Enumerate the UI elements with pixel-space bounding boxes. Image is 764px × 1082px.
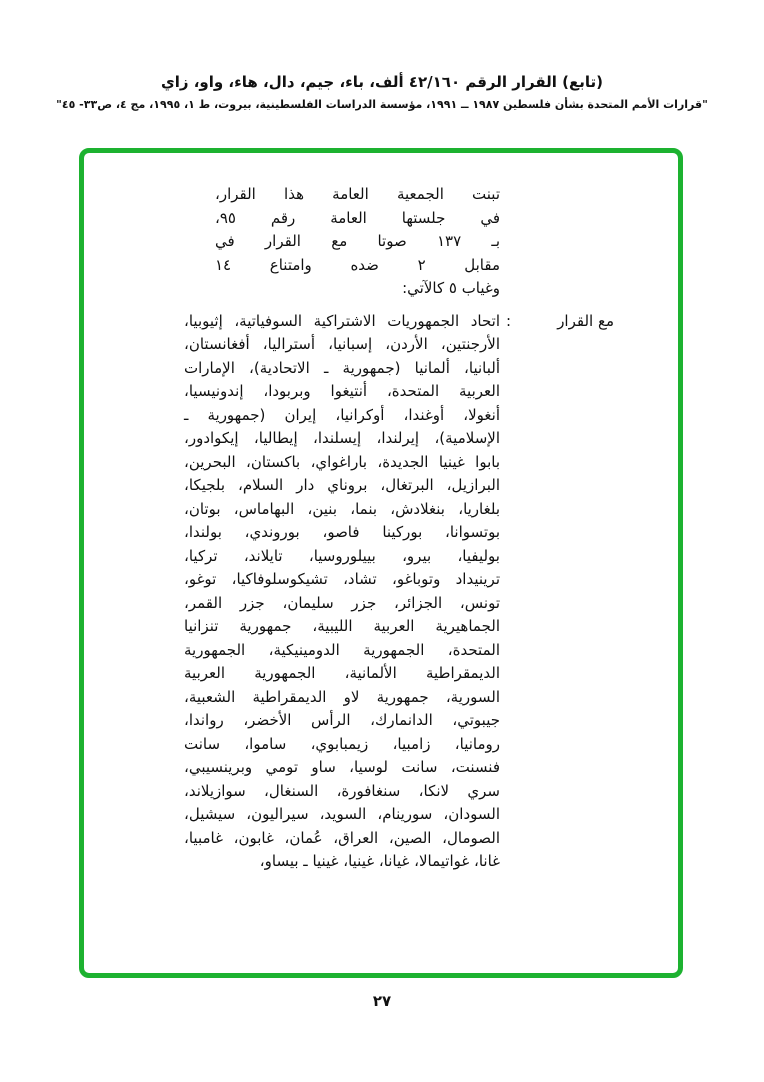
vote-label-text: مع القرار	[557, 311, 614, 330]
text-line: بوتسوانا، بوركينا فاصو، بوروندي، بولندا،	[184, 523, 500, 541]
text-line: بابوا غينيا الجديدة، باراغواي، باكستان، البحرين،	[184, 452, 500, 471]
vote-label-colon: :	[506, 311, 512, 330]
text-line: الديمقراطية الألمانية، الجمهورية العربية	[184, 664, 500, 682]
text-line: مقابل ٢ ضده وامتناع ١٤	[215, 255, 500, 274]
text-line: المتحدة، الجمهورية الدومينيكية، الجمهورية	[184, 640, 500, 659]
source-citation: "قرارات الأمم المتحدة بشأن فلسطين ١٩٨٧ ــ ١٩٩١، مؤسسة الدراسات الفلسطينية، بيروت، ط ١، ١٩٩٥، مج ٤، ص٣٣- ٤٥"	[56, 98, 708, 111]
text-line: البرازيل، البرتغال، بروناي دار السلام، بلجيكا،	[184, 476, 500, 494]
vote-label	[504, 310, 614, 874]
vote-row	[84, 310, 678, 874]
text-line: أنغولا، أوغندا، أوكرانيا، إيران (جمهورية ـ	[184, 405, 500, 424]
resolution-title: (تابع) القرار الرقم ٤٢/١٦٠ ألف، باء، جيم، دال، هاء، واو، زاي	[160, 73, 604, 91]
text-line: الأرجنتين، الأردن، إسبانيا، أستراليا، أفغانستان،	[184, 335, 500, 353]
text-line: العربية المتحدة، أنتيغوا وبربودا، إندونيسيا،	[184, 382, 500, 400]
text-line: الجماهيرية العربية الليبية، جمهورية تنزانيا	[184, 617, 500, 635]
text-line: الإسلامية)، إيرلندا، إيسلندا، إيطاليا، إيكوادور،	[184, 429, 500, 447]
text-line: تبنت الجمعية العامة هذا القرار،	[215, 185, 500, 203]
text-line: بـ ١٣٧ صوتا مع القرار في	[215, 232, 500, 250]
text-line: في جلستها العامة رقم ٩٥،	[215, 208, 500, 227]
text-line: السودان، سورينام، السويد، سيراليون، سيشيل،	[184, 805, 500, 823]
text-line: الصومال، الصين، العراق، عُمان، غابون، غامبيا،	[184, 828, 500, 847]
resolution-body	[84, 153, 678, 874]
text-line: وغياب ٥ كالآتي:	[402, 279, 500, 297]
green-frame	[79, 148, 683, 978]
text-line: بوليفيا، بيرو، بييلوروسيا، تايلاند، تركيا،	[184, 546, 500, 565]
text-line: ترينيداد وتوباغو، تشاد، تشيكوسلوفاكيا، توغو،	[184, 570, 500, 588]
text-line: اتحاد الجمهوريات الاشتراكية السوفياتية، إثيوبيا،	[184, 311, 500, 330]
intro-paragraph	[215, 183, 500, 301]
text-line: ألبانيا، ألمانيا (جمهورية ـ الاتحادية)، الإمارات	[184, 358, 500, 377]
page-header	[0, 72, 764, 112]
text-line: رومانيا، زامبيا، زيمبابوي، ساموا، سانت	[184, 734, 500, 753]
countries-with-resolution-list	[184, 310, 500, 874]
page-number: ٢٧	[372, 992, 392, 1010]
text-line: سري لانكا، سنغافورة، السنغال، سوازيلاند،	[184, 781, 500, 800]
text-line: فنسنت، سانت لوسيا، ساو تومي وبرينسيبي،	[184, 758, 500, 776]
text-line: جيبوتي، الدانمارك، الرأس الأخضر، رواندا،	[184, 711, 500, 729]
text-line: بلغاريا، بنغلادش، بنما، بنين، البهاماس، بوتان،	[184, 499, 500, 518]
text-line: غانا، غواتيمالا، غيانا، غينيا، غينيا ـ بيساو،	[259, 852, 500, 870]
text-line: السورية، جمهورية لاو الديمقراطية الشعبية،	[184, 687, 500, 706]
text-line: تونس، الجزائر، جزر سليمان، جزر القمر،	[184, 593, 500, 612]
